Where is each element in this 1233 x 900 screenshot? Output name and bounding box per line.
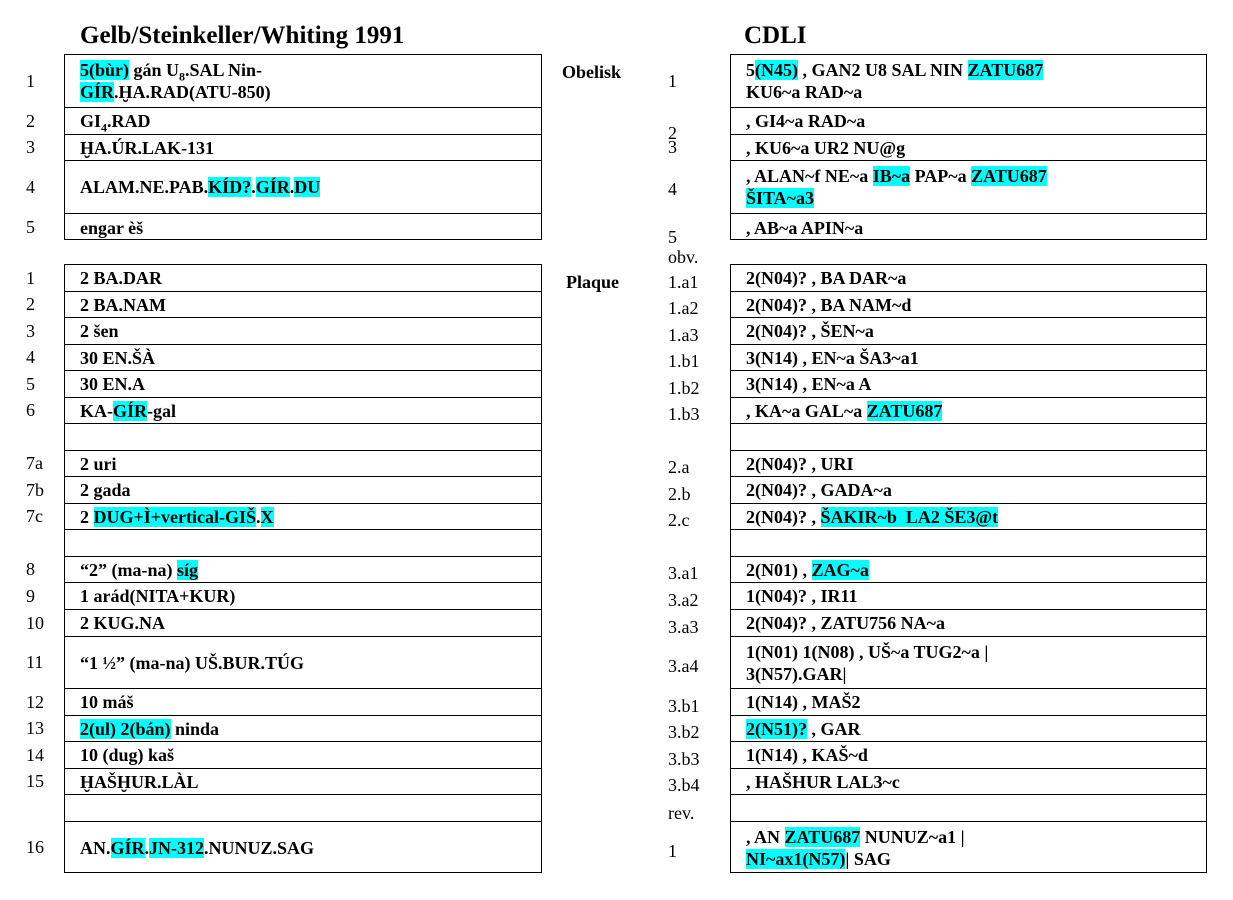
table-row — [65, 769, 541, 795]
gsw-plaque-line-number: 3 — [26, 320, 35, 341]
table-row — [65, 742, 541, 769]
gsw-plaque-line-number: 10 — [26, 612, 44, 633]
row-text: , KA~a GAL~a ZATU687 — [746, 400, 943, 421]
reverse-label: rev. — [668, 803, 695, 823]
gsw-obelisk-line-number: 3 — [26, 137, 35, 157]
left-obelisk-table — [64, 54, 542, 240]
gsw-plaque-line-number: 15 — [26, 771, 44, 791]
row-text: 2 šen — [80, 321, 119, 341]
row-text: , HAŠHUR LAL3~c — [746, 771, 900, 792]
cdli-plaque-line-number: 1.b3 — [668, 404, 700, 424]
row-text: 2 gada — [80, 480, 131, 500]
row-text: AN.GÍR.JN-312.NUNUZ.SAG — [80, 838, 315, 858]
obverse-label: obv. — [668, 247, 699, 267]
table-row — [731, 214, 1206, 241]
table-row — [65, 292, 541, 318]
cdli-plaque-line-number: 1.a1 — [668, 271, 699, 292]
table-row — [731, 610, 1206, 637]
row-text: 2(N51)? , GAR — [746, 718, 861, 739]
gsw-plaque-line-number: 16 — [26, 837, 44, 857]
table-row — [731, 265, 1206, 292]
cdli-obelisk-line-number: 4 — [668, 178, 677, 199]
table-row — [731, 292, 1206, 318]
gsw-obelisk-line-number: 5 — [26, 216, 35, 237]
row-text: “2” (ma-na) síg — [80, 559, 199, 580]
row-text: ḪAŠḪUR.LÀL — [80, 771, 199, 792]
row-text: 1(N14) , KAŠ~d — [746, 745, 868, 765]
table-row — [65, 214, 541, 241]
row-text: 2(N04)? , ZATU756 NA~a — [746, 613, 946, 633]
gsw-obelisk-line-number: 4 — [26, 176, 35, 197]
row-text: 1(N14) , MAŠ2 — [746, 692, 861, 712]
row-text: KA-GÍR-gal — [80, 400, 177, 421]
cdli-plaque-line-number: 3.b3 — [668, 748, 700, 769]
cdli-obelisk-line-number: 2 — [668, 122, 677, 143]
row-text: 2(ul) 2(bán) ninda — [80, 718, 220, 739]
table-row — [731, 742, 1206, 769]
row-text: 2 uri — [80, 453, 117, 474]
cdli-plaque-line-number: 2.a — [668, 457, 690, 477]
table-row — [731, 583, 1206, 610]
cdli-plaque-line-number: 1.b1 — [668, 351, 700, 371]
gsw-plaque-line-number: 9 — [26, 585, 35, 606]
gsw-plaque-line-number: 4 — [26, 347, 35, 367]
table-row — [65, 318, 541, 345]
row-text: 1(N04)? , IR11 — [746, 586, 858, 606]
row-text: 2(N04)? , BA NAM~d — [746, 294, 912, 315]
blank-row — [731, 530, 1206, 557]
section-label-plaque: Plaque — [566, 272, 620, 292]
row-text: 2 KUG.NA — [80, 613, 165, 633]
row-text: 2(N04)? , BA DAR~a — [746, 268, 907, 288]
row-text: 1 arád(NITA+KUR) — [80, 586, 236, 606]
row-text: 2 DUG+Ì+vertical-GIŠ.X — [80, 506, 274, 527]
table-row — [65, 504, 541, 530]
gsw-plaque-line-number: 7a — [26, 453, 43, 473]
row-text: 30 EN.A — [80, 374, 146, 394]
row-text: , KU6~a UR2 NU@g — [746, 137, 906, 158]
table-row — [731, 504, 1206, 530]
row-text: , AN ZATU687 NUNUZ~a1 | NI~ax1(N57)| SAG — [746, 827, 965, 869]
cdli-plaque-line-number: 1.a2 — [668, 298, 699, 318]
row-text: “1 ½” (ma-na) UŠ.BUR.TÚG — [80, 652, 305, 673]
table-row — [65, 689, 541, 716]
table-row — [731, 557, 1206, 583]
cdli-obelisk-line-number: 5 — [668, 226, 677, 247]
table-row — [731, 716, 1206, 742]
gsw-plaque-line-number: 2 — [26, 294, 35, 314]
table-row — [731, 161, 1206, 214]
table-row — [65, 637, 541, 689]
table-row — [65, 583, 541, 610]
cdli-obelisk-line-number: 1 — [668, 70, 677, 91]
cdli-plaque-line-number: 1.b2 — [668, 377, 700, 398]
cdli-plaque-line-number: 3.b2 — [668, 722, 700, 742]
gsw-plaque-line-number: 1 — [26, 267, 35, 288]
cdli-plaque-line-number: 3.a3 — [668, 616, 699, 637]
gsw-obelisk-line-number: 1 — [26, 70, 35, 91]
gsw-plaque-line-number: 7b — [26, 479, 44, 500]
row-text: ALAM.NE.PAB.KÍD?.GÍR.DU — [80, 177, 321, 197]
gsw-plaque-line-number: 13 — [26, 718, 44, 738]
table-row — [65, 345, 541, 371]
cdli-plaque-line-number: 1.a3 — [668, 324, 699, 345]
row-text: engar èš — [80, 217, 144, 238]
section-label-obelisk: Obelisk — [562, 62, 622, 82]
row-text: 10 (dug) kaš — [80, 745, 175, 765]
table-row — [65, 371, 541, 398]
table-row — [65, 161, 541, 214]
row-text: ḪA.ÚR.LAK-131 — [80, 137, 214, 158]
blank-row — [65, 530, 541, 557]
table-row — [65, 557, 541, 583]
table-row — [731, 371, 1206, 398]
table-row — [65, 822, 541, 874]
gsw-obelisk-line-number: 2 — [26, 110, 35, 131]
table-row — [65, 108, 541, 135]
table-row — [731, 769, 1206, 795]
blank-row — [65, 795, 541, 822]
blank-row — [731, 795, 1206, 822]
table-row — [731, 55, 1206, 108]
blank-row — [731, 424, 1206, 451]
blank-row — [65, 424, 541, 451]
row-text: , ALAN~f NE~a IB~a PAP~a ZATU687 ŠITA~a3 — [746, 166, 1047, 208]
cdli-plaque-line-number: 2.c — [668, 510, 690, 530]
row-text: 5(N45) , GAN2 U8 SAL NIN ZATU687 KU6~a RAD~a — [746, 60, 1044, 102]
row-text: 2(N04)? , ŠAKIR~b LA2 ŠE3@t — [746, 506, 999, 527]
cdli-plaque-line-number: 3.a2 — [668, 589, 699, 610]
right-column-header: CDLI — [744, 22, 807, 49]
table-row — [731, 822, 1206, 874]
cdli-plaque-line-number: 3.a1 — [668, 563, 699, 583]
gsw-plaque-line-number: 5 — [26, 373, 35, 394]
cdli-obelisk-line-number: 3 — [668, 137, 677, 157]
row-text: 2(N04)? , URI — [746, 453, 854, 474]
table-row — [731, 689, 1206, 716]
row-text: 2(N04)? , ŠEN~a — [746, 321, 874, 341]
left-plaque-table — [64, 264, 542, 873]
table-row — [65, 135, 541, 161]
gsw-plaque-line-number: 14 — [26, 744, 44, 765]
cdli-plaque-line-number: 2.b — [668, 483, 691, 504]
cdli-plaque-line-number: 3.a4 — [668, 656, 699, 676]
row-text: 10 máš — [80, 692, 134, 712]
table-row — [65, 265, 541, 292]
table-row — [65, 610, 541, 637]
gsw-plaque-line-number: 6 — [26, 400, 35, 420]
row-text: 30 EN.ŠÀ — [80, 347, 156, 368]
table-row — [731, 637, 1206, 689]
row-text: , AB~a APIN~a — [746, 217, 864, 238]
right-plaque-table — [730, 264, 1207, 873]
row-text: 3(N14) , EN~a A — [746, 374, 872, 394]
table-row — [731, 398, 1206, 424]
cdli-plaque-line-number: 3.b4 — [668, 775, 700, 795]
table-row — [731, 108, 1206, 135]
table-row — [65, 716, 541, 742]
left-column-header: Gelb/Steinkeller/Whiting 1991 — [80, 22, 405, 49]
table-row — [731, 477, 1206, 504]
table-row — [65, 451, 541, 477]
row-text: 2 BA.DAR — [80, 268, 163, 288]
row-text: 2(N04)? , GADA~a — [746, 480, 892, 500]
row-text: 5(bùr) gán $U_8.SAL$ Nin- GÍR.ḪA.RAD(ATU-850) — [80, 60, 271, 102]
row-text: 2(N01) , ZAG~a — [746, 559, 869, 580]
table-row — [65, 55, 541, 108]
table-row — [731, 345, 1206, 371]
row-text: 2 BA.NAM — [80, 294, 166, 315]
cdli-plaque-line-number: 3.b1 — [668, 695, 700, 716]
cdli-plaque-line-number: 1 — [668, 841, 677, 861]
right-obelisk-table — [730, 54, 1207, 240]
table-row — [731, 135, 1206, 161]
row-text: , GI4~a RAD~a — [746, 111, 866, 131]
row-text: 3(N14) , EN~a ŠA3~a1 — [746, 347, 919, 368]
row-text: $GI_4.RAD$ — [80, 111, 151, 135]
table-row — [731, 451, 1206, 477]
gsw-plaque-line-number: 7c — [26, 506, 43, 526]
table-row — [731, 318, 1206, 345]
row-text: 1(N01) 1(N08) , UŠ~a TUG2~a | 3(N57).GAR| — [746, 641, 989, 684]
table-row — [65, 398, 541, 424]
table-row — [65, 477, 541, 504]
gsw-plaque-line-number: 12 — [26, 691, 44, 712]
gsw-plaque-line-number: 8 — [26, 559, 35, 579]
gsw-plaque-line-number: 11 — [26, 652, 44, 672]
